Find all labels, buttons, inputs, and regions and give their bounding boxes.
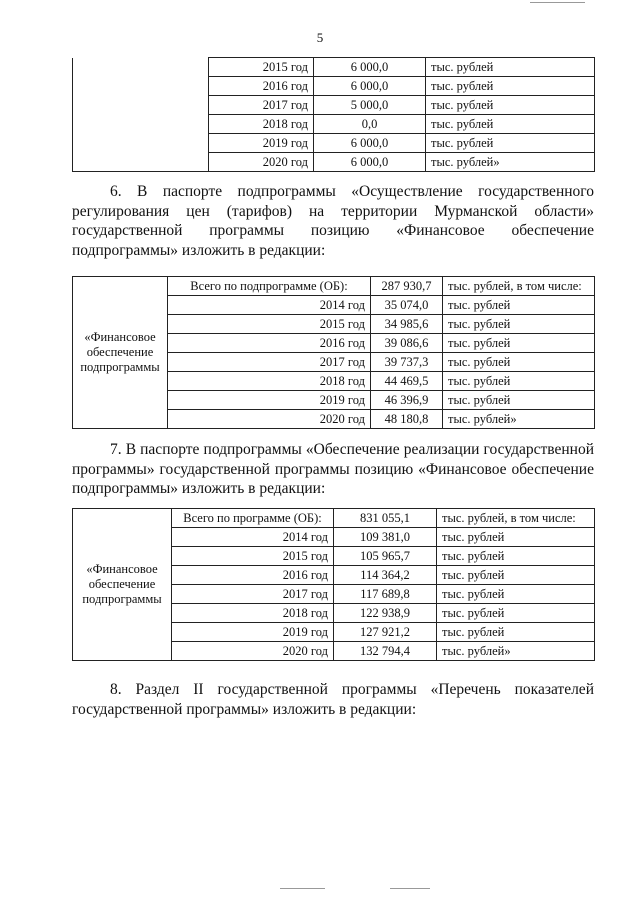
value-cell: 48 180,8	[371, 410, 443, 429]
page-number: 5	[316, 30, 324, 45]
value-cell: 6 000,0	[314, 77, 426, 96]
value-cell: 0,0	[314, 115, 426, 134]
table-funding-continuation	[72, 57, 595, 172]
unit-cell: тыс. рублей	[437, 623, 595, 642]
unit-cell: тыс. рублей»	[437, 642, 595, 661]
value-cell: 6 000,0	[314, 134, 426, 153]
table-subprogram-funding	[72, 276, 595, 429]
year-cell: 2019 год	[209, 134, 314, 153]
total-label-cell: Всего по программе (ОБ):	[172, 509, 334, 528]
row-label: «Финансовое обеспечение подпрограммы	[73, 509, 172, 661]
value-cell: 34 985,6	[371, 315, 443, 334]
year-cell: 2015 год	[209, 58, 314, 77]
scan-artifact	[530, 2, 585, 3]
value-cell: 35 074,0	[371, 296, 443, 315]
empty-label-cell	[73, 58, 209, 172]
row-label: «Финансовое обеспечение подпрограммы	[73, 277, 168, 429]
year-cell: 2015 год	[172, 547, 334, 566]
unit-cell: тыс. рублей	[437, 547, 595, 566]
year-cell: 2017 год	[209, 96, 314, 115]
unit-cell: тыс. рублей	[437, 585, 595, 604]
unit-cell: тыс. рублей	[443, 334, 595, 353]
unit-cell: тыс. рублей	[443, 296, 595, 315]
unit-cell: тыс. рублей	[426, 134, 595, 153]
year-cell: 2018 год	[209, 115, 314, 134]
table-row-total	[73, 509, 595, 528]
value-cell: 6 000,0	[314, 153, 426, 172]
value-cell: 132 794,4	[334, 642, 437, 661]
unit-cell: тыс. рублей»	[426, 153, 595, 172]
year-cell: 2020 год	[209, 153, 314, 172]
value-cell: 46 396,9	[371, 391, 443, 410]
scan-artifact	[280, 888, 325, 889]
unit-cell: тыс. рублей»	[443, 410, 595, 429]
value-cell: 122 938,9	[334, 604, 437, 623]
value-cell: 114 364,2	[334, 566, 437, 585]
table-program-funding	[72, 508, 595, 661]
year-cell: 2019 год	[172, 623, 334, 642]
unit-cell: тыс. рублей	[443, 315, 595, 334]
year-cell: 2015 год	[168, 315, 371, 334]
value-cell: 105 965,7	[334, 547, 437, 566]
year-cell: 2016 год	[168, 334, 371, 353]
table-row-total	[73, 277, 595, 296]
total-value-cell: 831 055,1	[334, 509, 437, 528]
value-cell: 39 737,3	[371, 353, 443, 372]
unit-cell: тыс. рублей	[437, 566, 595, 585]
unit-cell: тыс. рублей	[426, 58, 595, 77]
unit-cell: тыс. рублей, в том числе:	[437, 509, 595, 528]
unit-cell: тыс. рублей	[437, 528, 595, 547]
year-cell: 2020 год	[168, 410, 371, 429]
year-cell: 2016 год	[209, 77, 314, 96]
scan-artifact	[390, 888, 430, 889]
year-cell: 2017 год	[172, 585, 334, 604]
paragraph-8: 8. Раздел II государственной программы «Перечень показателей государственной программы» изложить в редакции:	[72, 681, 594, 718]
value-cell: 127 921,2	[334, 623, 437, 642]
unit-cell: тыс. рублей	[426, 115, 595, 134]
value-cell: 44 469,5	[371, 372, 443, 391]
paragraph-6: 6. В паспорте подпрограммы «Осуществление государственного регулирования цен (тарифов) на территории Мурманской области» государственной программы позицию «Финансовое обеспечение подпрограммы» изложить в редакции:	[72, 183, 594, 259]
value-cell: 117 689,8	[334, 585, 437, 604]
year-cell: 2016 год	[172, 566, 334, 585]
total-value-cell: 287 930,7	[371, 277, 443, 296]
year-cell: 2014 год	[168, 296, 371, 315]
year-cell: 2019 год	[168, 391, 371, 410]
unit-cell: тыс. рублей	[443, 391, 595, 410]
table-row	[73, 58, 595, 77]
value-cell: 6 000,0	[314, 58, 426, 77]
value-cell: 109 381,0	[334, 528, 437, 547]
paragraph-7: 7. В паспорте подпрограммы «Обеспечение реализации государственной программы» государственной программы позицию «Финансовое обеспечение подпрограммы» изложить в редакции:	[72, 441, 594, 497]
year-cell: 2014 год	[172, 528, 334, 547]
value-cell: 39 086,6	[371, 334, 443, 353]
year-cell: 2018 год	[172, 604, 334, 623]
value-cell: 5 000,0	[314, 96, 426, 115]
year-cell: 2018 год	[168, 372, 371, 391]
unit-cell: тыс. рублей	[437, 604, 595, 623]
unit-cell: тыс. рублей	[426, 96, 595, 115]
year-cell: 2020 год	[172, 642, 334, 661]
unit-cell: тыс. рублей	[443, 372, 595, 391]
unit-cell: тыс. рублей	[443, 353, 595, 372]
year-cell: 2017 год	[168, 353, 371, 372]
unit-cell: тыс. рублей	[426, 77, 595, 96]
total-label-cell: Всего по подпрограмме (ОБ):	[168, 277, 371, 296]
unit-cell: тыс. рублей, в том числе:	[443, 277, 595, 296]
